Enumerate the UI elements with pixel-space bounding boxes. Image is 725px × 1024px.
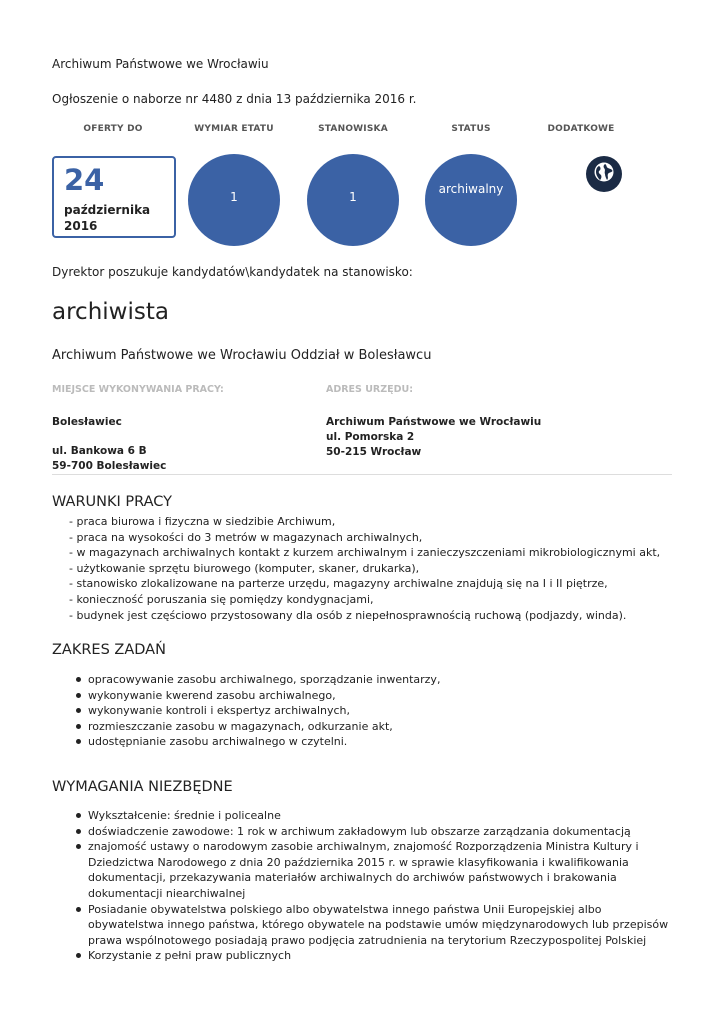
requirements-list — [88, 808, 678, 964]
list-item: - praca biurowa i fizyczna w siedzibie Archiwum, — [69, 515, 336, 528]
list-item: - użytkowanie sprzętu biurowego (komputer, skaner, drukarka), — [69, 561, 420, 575]
list-item: - praca na wysokości do 3 metrów w magazynach archiwalnych, — [69, 530, 423, 544]
globe-icon — [593, 161, 615, 187]
info-headers — [52, 124, 672, 138]
workplace-address — [52, 415, 166, 474]
header-etat: WYMIAR ETATU — [194, 124, 274, 134]
office-address — [326, 415, 541, 460]
header-extra: DODATKOWE — [547, 124, 615, 134]
header-positions: STANOWISKA — [318, 124, 388, 134]
section-divider — [52, 474, 672, 475]
list-item: Korzystanie z pełni praw publicznych — [88, 948, 678, 964]
list-item: - konieczność poruszania się pomiędzy kondygnacjami, — [69, 592, 374, 606]
workplace-city: Bolesławiec — [52, 416, 122, 428]
conditions-title: WARUNKI PRACY — [52, 494, 173, 510]
org-name: Archiwum Państwowe we Wrocławiu — [52, 57, 269, 71]
deadline-month: października — [64, 203, 151, 217]
duties-title: ZAKRES ZADAŃ — [52, 642, 166, 658]
unit-name: Archiwum Państwowe we Wrocławiu Oddział w Bolesławcu — [52, 348, 432, 363]
announcement-title: Ogłoszenie o naborze nr 4480 z dnia 13 października 2016 r. — [52, 92, 417, 106]
deadline-day: 24 — [64, 163, 105, 197]
etat-circle — [188, 154, 280, 246]
globe-button[interactable] — [586, 156, 622, 192]
list-item: - budynek jest częściowo przystosowany dla osób z niepełnosprawnością ruchową (podjazdy, winda). — [69, 608, 627, 622]
list-item: Posiadanie obywatelstwa polskiego albo obywatelstwa innego państwa Unii Europejskiej albo obywatelstwa innego państwa, którego obywatele na podstawie umów międzynarodowych lub przepisów prawa wspólnotowego posiadają prawo podjęcia zatrudnienia na terytorium Rzeczypospolitej Polskiej — [88, 902, 678, 949]
list-item: rozmieszczanie zasobu w magazynach, odkurzanie akt, — [88, 719, 678, 735]
list-item: opracowywanie zasobu archiwalnego, sporządzanie inwentarzy, — [88, 672, 678, 688]
workplace-label: MIEJSCE WYKONYWANIA PRACY: — [52, 384, 224, 395]
requirements-title: WYMAGANIA NIEZBĘDNE — [52, 779, 233, 795]
list-item: wykonywanie kwerend zasobu archiwalnego, — [88, 688, 678, 704]
list-item: - stanowisko zlokalizowane na parterze urzędu, magazyny archiwalne znajdują się na I i II piętrze, — [69, 577, 608, 591]
status-circle — [425, 154, 517, 246]
positions-value: 1 — [349, 190, 357, 204]
workplace-street: ul. Bankowa 6 B — [52, 445, 147, 457]
list-item: wykonywanie kontroli i ekspertyz archiwalnych, — [88, 703, 678, 719]
header-status: STATUS — [451, 124, 491, 134]
etat-value: 1 — [230, 190, 238, 204]
office-postal: 50-215 Wrocław — [326, 446, 422, 458]
office-street: ul. Pomorska 2 — [326, 431, 415, 443]
deadline-box — [52, 156, 176, 238]
status-value: archiwalny — [438, 182, 504, 196]
list-item: Wykształcenie: średnie i policealne — [88, 808, 678, 824]
conditions-list — [69, 514, 660, 623]
duties-list — [88, 672, 678, 750]
intro-text: Dyrektor poszukuje kandydatów\kandydatek na stanowisko: — [52, 265, 413, 279]
position-title: archiwista — [52, 299, 169, 325]
list-item: - w magazynach archiwalnych kontakt z kurzem archiwalnym i zanieczyszczeniami mikrobiologicznymi akt, — [69, 546, 661, 560]
list-item: doświadczenie zawodowe: 1 rok w archiwum zakładowym lub obszarze zarządzania dokumentacją — [88, 824, 678, 840]
office-name: Archiwum Państwowe we Wrocławiu — [326, 416, 542, 428]
list-item: udostępnianie zasobu archiwalnego w czytelni. — [88, 734, 678, 750]
list-item: znajomość ustawy o narodowym zasobie archiwalnym, znajomość Rozporządzenia Ministra Kultury i Dziedzictwa Narodowego z dnia 20 października 2015 r. w sprawie klasyfikowania i kwalifikowania dokumentacji, przekazywania materiałów archiwalnych do archiwów państwowych i brakowania dokumentacji niearchiwalnej — [88, 839, 678, 901]
deadline-year: 2016 — [64, 219, 98, 233]
header-deadline: OFERTY DO — [83, 124, 143, 134]
workplace-postal: 59-700 Bolesławiec — [52, 460, 167, 472]
office-label: ADRES URZĘDU: — [326, 384, 413, 395]
positions-circle — [307, 154, 399, 246]
